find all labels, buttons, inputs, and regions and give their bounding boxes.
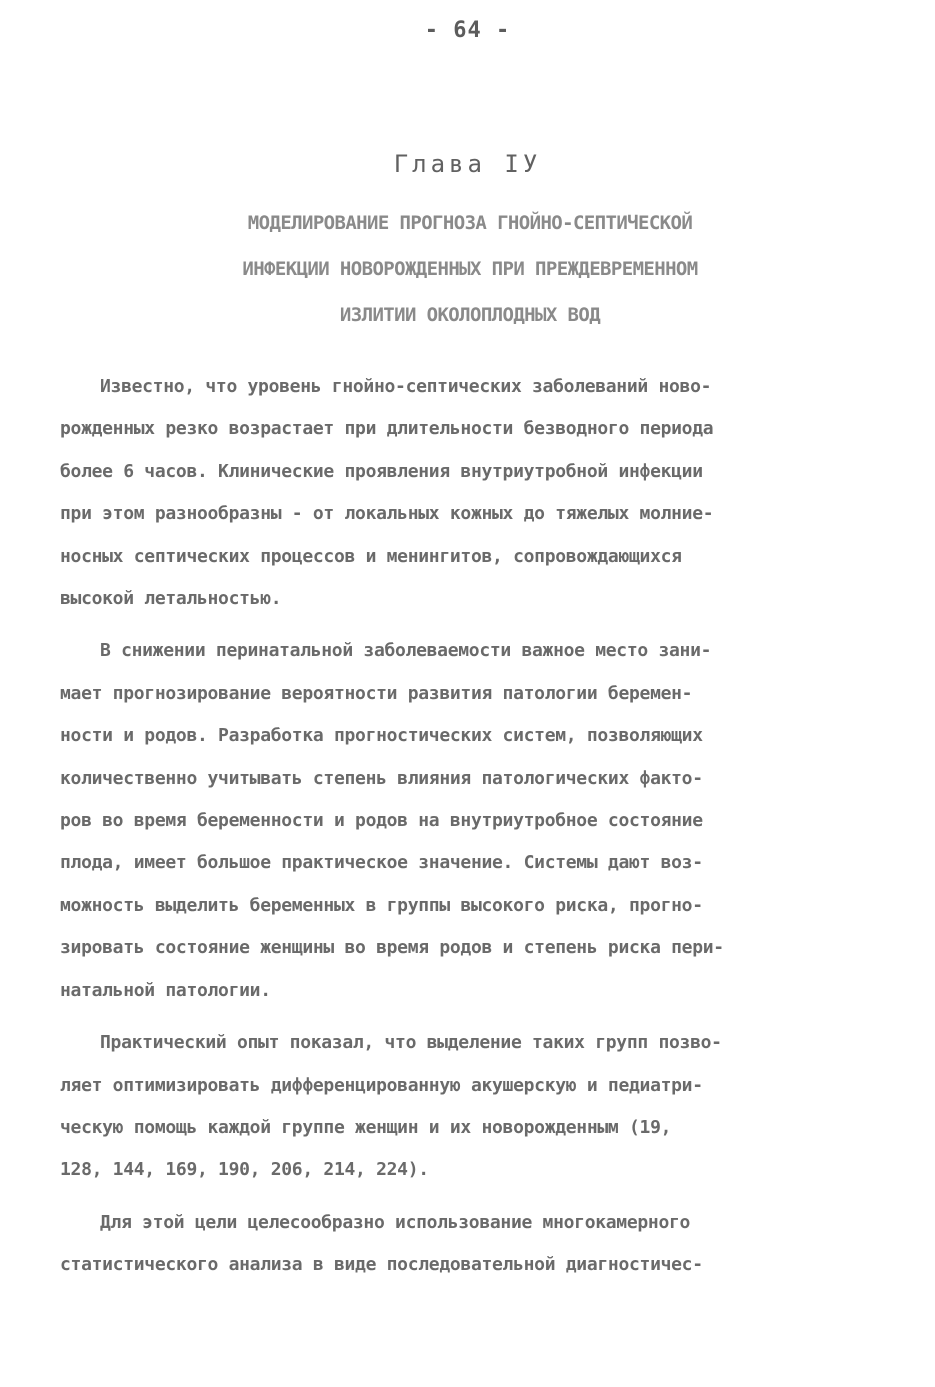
body-text [60, 366, 875, 1287]
text-line: при этом разнообразны - от локальных кожных до тяжелых молние- [60, 503, 714, 525]
chapter-title-line: ИЗЛИТИИ ОКОЛОПЛОДНЫХ ВОД [339, 304, 601, 326]
chapter-title-line: МОДЕЛИРОВАНИЕ ПРОГНОЗА ГНОЙНО-СЕПТИЧЕСКОЙ [247, 212, 693, 234]
text-line: 128, 144, 169, 190, 206, 214, 224). [60, 1159, 429, 1181]
text-line: высокой летальностью. [60, 588, 282, 610]
chapter-label: Глава IУ [393, 150, 542, 178]
text-line: ляет оптимизировать дифференцированную акушерскую и педиатри- [60, 1074, 703, 1096]
text-line: можность выделить беременных в группы высокого риска, прогно- [60, 894, 703, 916]
paragraph [60, 1202, 875, 1287]
text-line: количественно учитывать степень влияния патологических факто- [60, 767, 703, 789]
chapter-title-line: ИНФЕКЦИИ НОВОРОЖДЕННЫХ ПРИ ПРЕЖДЕВРЕМЕННОМ [242, 258, 698, 280]
text-line: носных септических процессов и менингитов, сопровождающихся [60, 545, 682, 567]
paragraph [60, 366, 875, 620]
text-line: Практический опыт показал, что выделение таких групп позво- [100, 1032, 722, 1054]
text-line: В снижении перинатальной заболеваемости важное место зани- [100, 640, 712, 662]
text-line: Для этой цели целесообразно использование многокамерного [100, 1211, 691, 1233]
text-line: мает прогнозирование вероятности развития патологии беремен- [60, 682, 693, 704]
text-line: рожденных резко возрастает при длительности безводного периода [60, 418, 714, 440]
text-line: ческую помощь каждой группе женщин и их новорожденным (19, [60, 1116, 672, 1138]
text-line: натальной патологии. [60, 979, 271, 1001]
text-line: более 6 часов. Клинические проявления внутриутробной инфекции [60, 460, 703, 482]
text-line: ности и родов. Разработка прогностических систем, позволяющих [60, 725, 703, 747]
page-number: - 64 - [424, 18, 511, 43]
text-line: зировать состояние женщины во время родов и степень риска пери- [60, 937, 724, 959]
text-line: ров во время беременности и родов на внутриутробное состояние [60, 810, 703, 832]
text-line: Известно, что уровень гнойно-септических заболеваний ново- [100, 376, 712, 397]
paragraph [60, 630, 875, 1012]
paragraph [60, 1022, 875, 1192]
text-line: статистического анализа в виде последовательной диагностичес- [60, 1254, 703, 1276]
text-line: плода, имеет большое практическое значение. Системы дают воз- [60, 852, 703, 874]
chapter-title [140, 200, 800, 338]
